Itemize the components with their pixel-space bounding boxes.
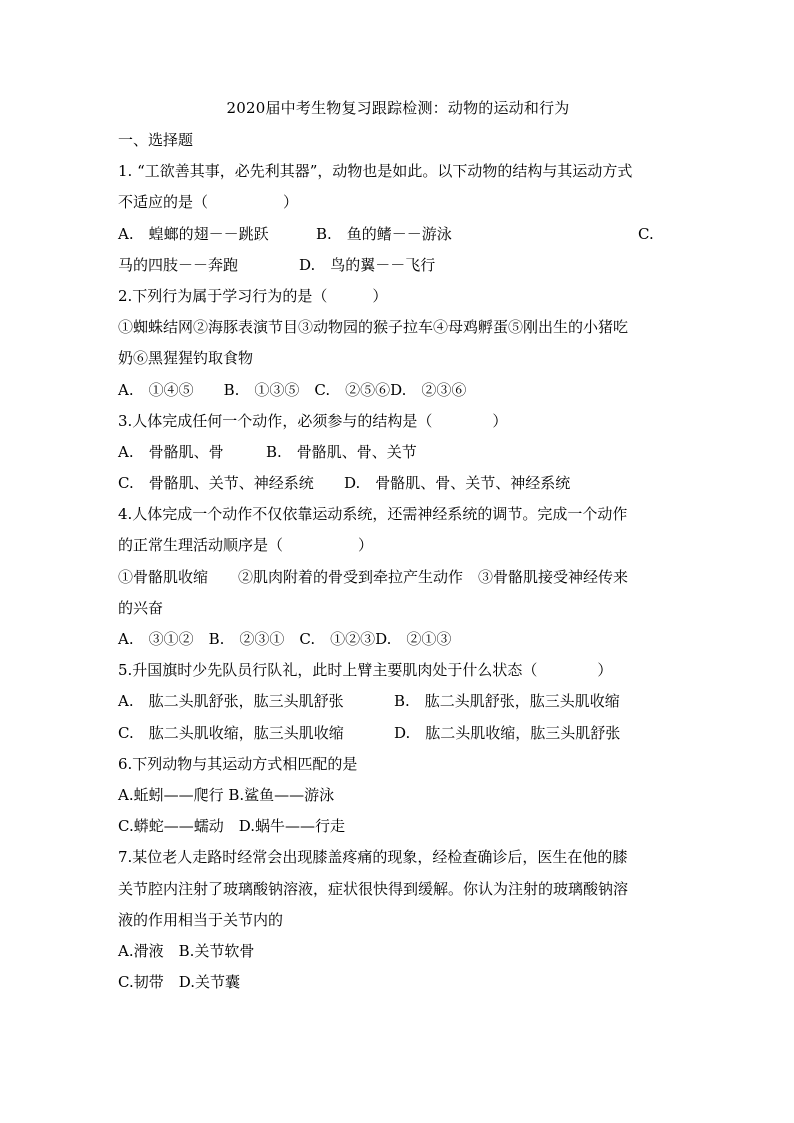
question-5-options-row-2: [118, 723, 678, 754]
question-5-option-a: A. 肱二头肌舒张，肱三头肌舒张: [118, 692, 344, 711]
question-5-option-c: C. 肱二头肌收缩，肱三头肌收缩: [118, 723, 344, 742]
question-3-option-d: D. 骨骼肌、骨、关节、神经系统: [344, 474, 571, 493]
question-7-stem-line-1: 7.某位老人走路时经常会出现膝盖疼痛的现象，经检查确诊后，医生在他的膝: [118, 848, 628, 867]
question-1-option-a: A. 蝗螂的翅－－跳跃: [118, 224, 269, 243]
section-heading: 一、选择题: [118, 131, 194, 149]
question-6-options-ab: A.蚯蚓——爬行 B.鲨鱼——游泳: [118, 785, 335, 804]
question-3-option-c: C. 骨骼肌、关节、神经系统: [118, 474, 314, 493]
question-4-options: A. ③①② B. ②③① C. ①②③D. ②①③: [118, 630, 452, 648]
question-6-stem: 6.下列动物与其运动方式相匹配的是: [118, 754, 358, 773]
question-7-options-cd: C.韧带 D.关节囊: [118, 973, 240, 992]
question-2-items-line-1: ①蜘蛛结网②海豚表演节目③动物园的猴子拉车④母鸡孵蛋⑤刚出生的小猪吃: [118, 318, 629, 337]
question-7: [118, 847, 678, 1003]
question-4: [118, 504, 678, 660]
document-page: [118, 98, 678, 1003]
question-3: [118, 411, 678, 505]
question-3-options-row-2: [118, 473, 678, 504]
question-1-option-d: D. 鸟的翼－－飞行: [299, 255, 436, 274]
question-3-options-row-1: [118, 442, 678, 473]
question-2-options: A. ①④⑤ B. ①③⑤ C. ②⑤⑥D. ②③⑥: [118, 380, 467, 399]
question-5-stem: 5.升国旗时少先队员行队礼，此时上臂主要肌肉处于什么状态（ ）: [118, 661, 613, 680]
question-5-option-b: B. 肱二头肌舒张，肱三头肌收缩: [394, 692, 620, 711]
question-7-stem-line-3: 液的作用相当于关节内的: [118, 910, 284, 929]
question-3-stem: 3.人体完成任何一个动作，必须参与的结构是（ ）: [118, 411, 508, 430]
question-7-options-ab: A.滑液 B.关节软骨: [118, 941, 255, 960]
question-5: [118, 660, 678, 754]
question-4-stem-line-2: 的正常生理活动顺序是（ ）: [118, 536, 374, 555]
question-1-stem-line-2: 不适应的是（ ）: [118, 193, 299, 212]
question-3-option-a: A. 骨骼肌、骨: [118, 442, 224, 461]
question-2: [118, 286, 678, 411]
question-7-stem-line-2: 关节腔内注射了玻璃酸钠溶液，症状很快得到缓解。你认为注射的玻璃酸钠溶: [118, 879, 629, 898]
page-title: 2020届中考生物复习跟踪检测：动物的运动和行为: [226, 99, 570, 117]
question-6-options-cd: C.蟒蛇——蠕动 D.蜗牛——行走: [118, 817, 345, 836]
question-1-options-row-1: [118, 224, 678, 255]
question-2-items-line-2: 奶⑥黑猩猩钓取食物: [118, 349, 254, 368]
question-1-stem-line-1: 1. “工欲善其事，必先利其器”，动物也是如此。以下动物的结构与其运动方式: [118, 162, 633, 181]
question-3-option-b: B. 骨骼肌、骨、关节: [266, 442, 417, 461]
question-2-stem: 2.下列行为属于学习行为的是（ ）: [118, 286, 388, 305]
question-1: [118, 161, 678, 286]
question-5-option-d: D. 肱二头肌收缩，肱三头肌舒张: [394, 723, 621, 742]
question-4-items-line-1: ①骨骼肌收缩 ②肌肉附着的骨受到牵拉产生动作 ③骨骼肌接受神经传来: [118, 567, 629, 586]
question-6: [118, 754, 678, 848]
question-1-option-c-text: 马的四肢－－奔跑: [118, 255, 239, 274]
question-1-option-c: C.: [638, 224, 654, 243]
question-4-stem-line-1: 4.人体完成一个动作不仅依靠运动系统，还需神经系统的调节。完成一个动作: [118, 505, 628, 524]
question-1-option-b: B. 鱼的鳍－－游泳: [316, 224, 452, 243]
question-4-items-line-2: 的兴奋: [118, 598, 164, 617]
question-5-options-row-1: [118, 691, 678, 722]
question-1-options-row-2: [118, 255, 678, 286]
